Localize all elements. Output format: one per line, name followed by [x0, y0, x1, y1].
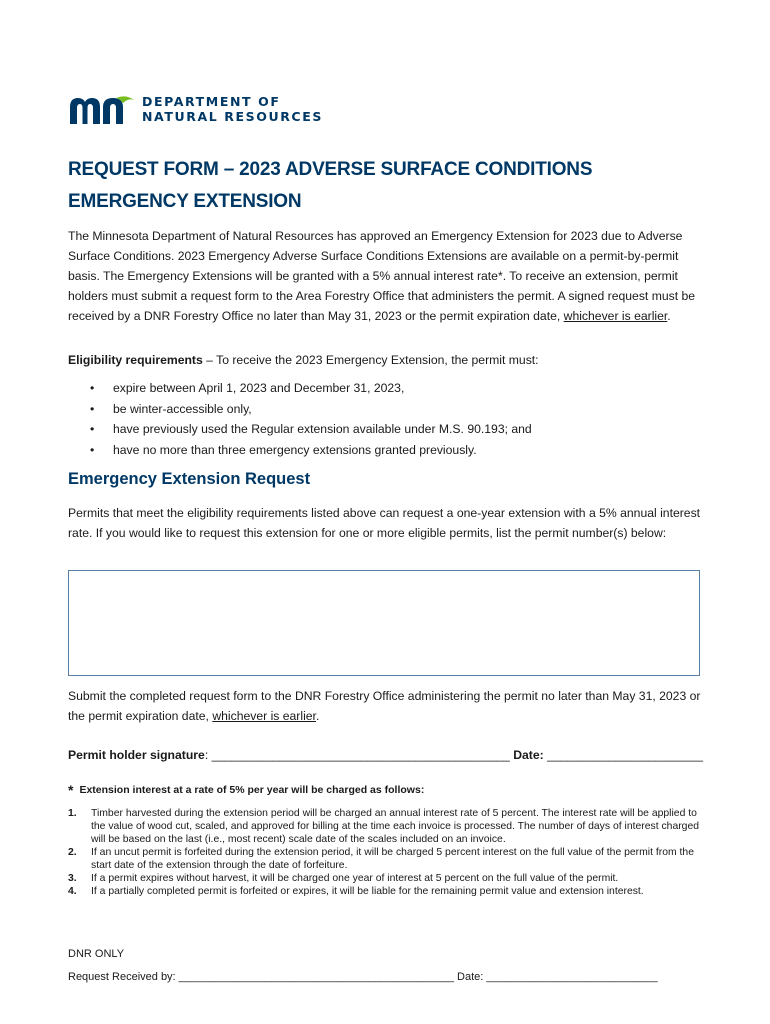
list-item: [68, 885, 708, 898]
received-date-label: Date:: [453, 971, 487, 983]
form-title-line1: REQUEST FORM – 2023 ADVERSE SURFACE CONDITIONS: [68, 159, 593, 180]
asterisk: *: [68, 782, 74, 798]
org-name-line1: DEPARTMENT OF: [142, 94, 281, 109]
intro-underlined: whichever is earlier: [563, 309, 668, 323]
list-text: If a permit expires without harvest, it will be charged one year of interest at 5 percent on the full value of the permit.: [91, 873, 619, 884]
list-item: • have no more than three emergency extensions granted previously.: [68, 440, 688, 461]
permit-numbers-field[interactable]: [68, 570, 700, 676]
request-heading: Emergency Extension Request: [68, 470, 311, 488]
list-text: Timber harvested during the extension period will be charged an annual interest rate of 5 percent. The interest rate will be applied to the value of wood cut, scaled, and approved for billing at the time each invoice is processed. The number of days of interest charged will be based on the last (i.e., most recent) scale date of the scales included on an invoice.: [91, 808, 700, 845]
dnr-only-label: DNR ONLY: [68, 948, 125, 960]
form-title: [68, 154, 708, 218]
form-title-line2: EMERGENCY EXTENSION: [68, 191, 302, 212]
signature-sep: :: [204, 748, 212, 762]
eligibility-paragraph: [68, 350, 704, 370]
org-name: [142, 94, 323, 124]
org-name-line2: NATURAL RESOURCES: [142, 109, 323, 124]
eligibility-text: – To receive the 2023 Emergency Extension, the permit must:: [202, 353, 539, 367]
signature-row: [68, 748, 708, 762]
intro-end: .: [667, 309, 671, 323]
signature-date-label: Date:: [509, 748, 548, 762]
received-row: [68, 971, 658, 983]
intro-paragraph: [68, 226, 704, 326]
interest-list: [68, 807, 708, 898]
interest-heading-text: Extension interest at a rate of 5% per year will be charged as follows:: [79, 784, 425, 796]
list-item: [68, 807, 708, 846]
received-date-field[interactable]: ____________________________: [486, 971, 658, 983]
dnr-logo: [68, 93, 348, 125]
mn-logo-icon: [68, 94, 134, 124]
submit-end: .: [315, 709, 320, 723]
list-item: • expire between April 1, 2023 and December 31, 2023,: [68, 378, 688, 399]
list-number: 4.: [68, 886, 77, 897]
eligibility-label: Eligibility requirements: [68, 353, 203, 367]
list-text: If an uncut permit is forfeited during the extension period, it will be charged 5 percent interest on the full value of the permit from the start date of the extension through the date of forfeiture.: [91, 847, 694, 871]
submit-paragraph: [68, 686, 704, 726]
submit-text: Submit the completed request form to the DNR Forestry Office administering the permit no later than May 31, 2023 or the permit expiration date,: [68, 689, 701, 723]
signature-date-field[interactable]: _______________________: [547, 748, 703, 762]
list-number: 3.: [68, 873, 77, 884]
signature-label: Permit holder signature: [68, 748, 205, 762]
list-number: 1.: [68, 808, 77, 819]
interest-heading: [68, 782, 424, 798]
list-item: [68, 872, 708, 885]
list-item: • be winter-accessible only,: [68, 399, 688, 420]
list-number: 2.: [68, 847, 77, 858]
list-item: • have previously used the Regular extension available under M.S. 90.193; and: [68, 419, 688, 440]
submit-underlined: whichever is earlier: [212, 709, 316, 723]
eligibility-list: [68, 378, 688, 460]
request-paragraph: Permits that meet the eligibility requirements listed above can request a one-year extension with a 5% annual interest rate. If you would like to request this extension for one or more eligible permits, list the permit number(s) below:: [68, 506, 701, 540]
received-field[interactable]: _____________________________________________: [178, 971, 454, 983]
list-text: If a partially completed permit is forfeited or expires, it will be liable for the remaining permit value and extension interest.: [91, 886, 644, 897]
signature-field[interactable]: ____________________________________________: [211, 748, 510, 762]
list-item: [68, 846, 708, 872]
intro-text: The Minnesota Department of Natural Resources has approved an Emergency Extension for 2023 due to Adverse Surface Conditions. 2023 Emergency Adverse Surface Conditions Extensions are available on a permit-by-permit basis. The Emergency Extensions will be granted with a 5% annual interest rate*. To receive an extension, permit holders must submit a request form to the Area Forestry Office that administers the permit. A signed request must be received by a DNR Forestry Office no later than May 31, 2023 or the permit expiration date,: [68, 229, 696, 323]
received-label: Request Received by:: [68, 971, 179, 983]
